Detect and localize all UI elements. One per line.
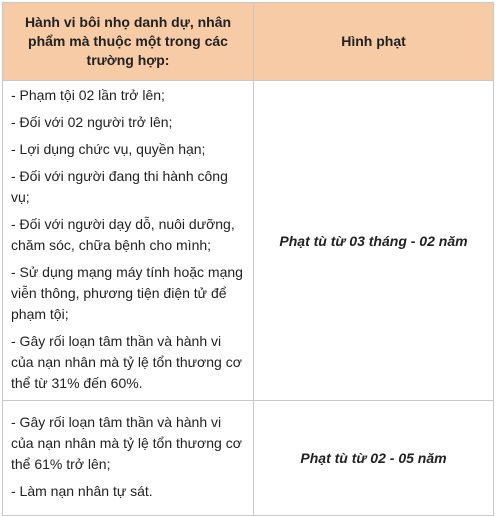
- list-item: - Đối với người đang thi hành công vụ;: [11, 168, 228, 205]
- list-item: - Làm nạn nhân tự sát.: [11, 483, 153, 499]
- list-item: - Gây rối loạn tâm thần và hành vi của nạn nhân mà tỷ lệ tổn thương cơ thể từ 31% đến 60%.: [11, 333, 242, 391]
- list-item: - Gây rối loạn tâm thần và hành vi của nạn nhân mà tỷ lệ tổn thương cơ thể 61% trở lên;: [11, 414, 242, 472]
- header-row: [3, 3, 494, 81]
- penalty-cell: Phạt tù từ 02 - 05 năm: [254, 401, 494, 516]
- table-row: [3, 81, 494, 401]
- penalty-table: [2, 2, 494, 516]
- list-item: - Phạm tội 02 lần trở lên;: [11, 87, 165, 103]
- penalty-cell: Phạt tù từ 03 tháng - 02 năm: [254, 81, 494, 401]
- acts-cell: [3, 81, 254, 401]
- list-item: - Đối với 02 người trở lên;: [11, 114, 173, 130]
- list-item: - Lợi dụng chức vụ, quyền hạn;: [11, 141, 206, 157]
- header-acts: Hành vi bôi nhọ danh dự, nhân phẩm mà thuộc một trong các trường hợp:: [3, 3, 254, 81]
- header-penalty: Hình phạt: [254, 3, 494, 81]
- table-row: [3, 401, 494, 516]
- acts-cell: [3, 401, 254, 516]
- list-item: - Sử dụng mạng máy tính hoặc mạng viễn thông, phương tiện điện tử để phạm tội;: [11, 264, 243, 322]
- list-item: - Đối với người dạy dỗ, nuôi dưỡng, chăm sóc, chữa bệnh cho mình;: [11, 216, 235, 253]
